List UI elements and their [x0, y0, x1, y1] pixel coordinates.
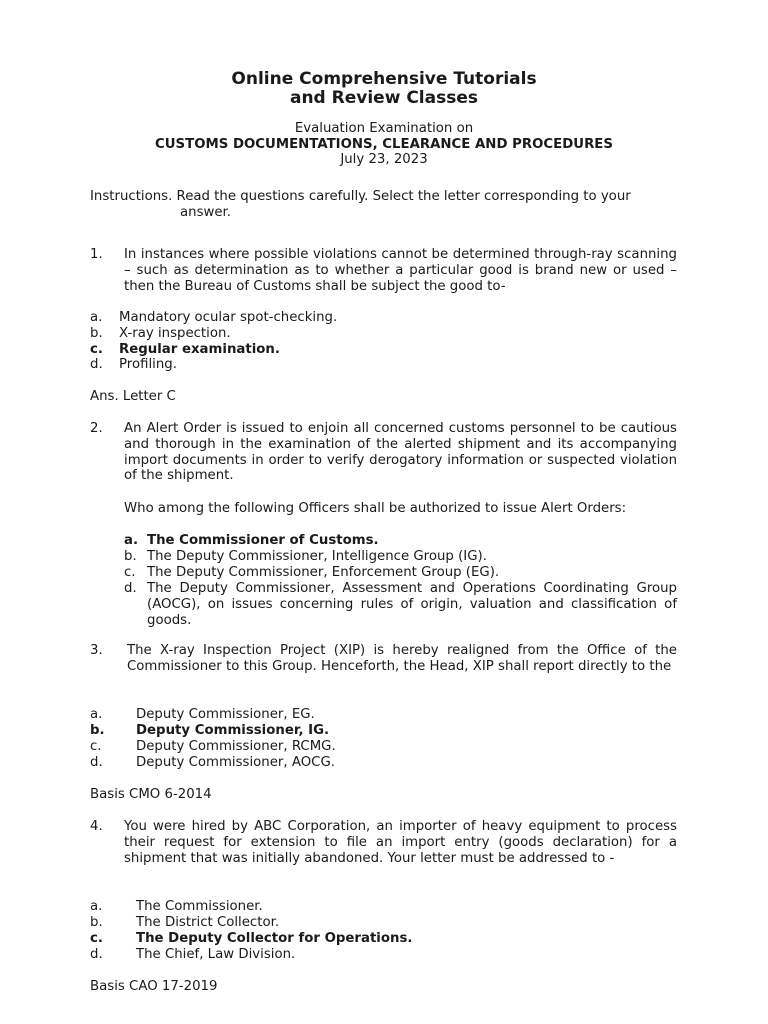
page-title-line2: and Review Classes — [289, 88, 478, 108]
q4-option-d: The Chief, Law Division. — [136, 947, 296, 962]
q1-option-a-letter: a. — [90, 310, 103, 325]
q3-text: The X-ray Inspection Project (XIP) is hereby realigned from the Office of the Commissioner to this Group. Henceforth, the Head, XIP shall report directly to the — [127, 643, 677, 674]
q2-option-a: The Commissioner of Customs. — [147, 533, 379, 548]
q3-option-c-letter: c. — [90, 739, 102, 754]
q3-option-a-letter: a. — [90, 707, 103, 722]
q4-option-a-letter: a. — [90, 899, 103, 914]
q3-option-b: Deputy Commissioner, IG. — [136, 723, 330, 738]
exam-date: July 23, 2023 — [340, 152, 428, 167]
q1-option-d-letter: d. — [90, 357, 103, 372]
q1-option-c: Regular examination. — [119, 342, 280, 357]
q2-option-c-letter: c. — [124, 565, 136, 580]
q1-option-a: Mandatory ocular spot-checking. — [119, 310, 338, 325]
q4-number: 4. — [90, 819, 103, 834]
q1-option-c-letter: c. — [90, 342, 103, 357]
course-title: CUSTOMS DOCUMENTATIONS, CLEARANCE AND PROCEDURES — [155, 137, 613, 152]
q2-text: An Alert Order is issued to enjoin all concerned customs personnel to be cautious and thorough in the examination of the alerted shipment and its accompanying import documents in order to verify derogatory information or suspected violation of the shipment. — [124, 421, 677, 484]
exam-subtitle: Evaluation Examination on — [294, 121, 474, 136]
q2-option-a-letter: a. — [124, 533, 139, 548]
q1-answer: Ans. Letter C — [90, 389, 176, 404]
q2-option-c: The Deputy Commissioner, Enforcement Group (EG). — [147, 565, 500, 580]
q4-option-b-letter: b. — [90, 915, 103, 930]
q2-option-b-letter: b. — [124, 549, 137, 564]
instructions-line1: Instructions. Read the questions carefully. Select the letter corresponding to your — [90, 189, 631, 204]
q3-option-d-letter: d. — [90, 755, 103, 770]
page-title-line1: Online Comprehensive Tutorials — [231, 69, 537, 89]
q1-text: In instances where possible violations cannot be determined through-ray scanning – such as determination as to whether a particular good is brand new or used – then the Bureau of Customs shall be subject the good to- — [124, 247, 677, 294]
instructions-line2: answer. — [180, 205, 232, 220]
q3-option-d: Deputy Commissioner, AOCG. — [136, 755, 335, 770]
q3-basis: Basis CMO 6-2014 — [90, 787, 212, 802]
q2-option-d-letter: d. — [124, 581, 137, 596]
q4-option-c-letter: c. — [90, 931, 103, 946]
q2-option-b: The Deputy Commissioner, Intelligence Group (IG). — [147, 549, 487, 564]
q4-option-a: The Commissioner. — [136, 899, 263, 914]
q1-number: 1. — [90, 247, 103, 262]
q2-prompt: Who among the following Officers shall be authorized to issue Alert Orders: — [124, 501, 627, 516]
q2-number: 2. — [90, 421, 103, 436]
q1-option-d: Profiling. — [119, 357, 177, 372]
q4-text: You were hired by ABC Corporation, an importer of heavy equipment to process their request for extension to file an import entry (goods declaration) for a shipment that was initially abandoned. Your letter must be addressed to - — [124, 819, 677, 866]
q4-option-d-letter: d. — [90, 947, 103, 962]
q1-option-b: X-ray inspection. — [119, 326, 231, 341]
q1-option-b-letter: b. — [90, 326, 103, 341]
q4-option-c: The Deputy Collector for Operations. — [136, 931, 413, 946]
q2-option-d: The Deputy Commissioner, Assessment and Operations Coordinating Group (AOCG), on issues concerning rules of origin, valuation and classification of goods. — [147, 581, 677, 628]
q3-option-a: Deputy Commissioner, EG. — [136, 707, 315, 722]
q3-option-c: Deputy Commissioner, RCMG. — [136, 739, 336, 754]
q4-basis: Basis CAO 17-2019 — [90, 979, 218, 994]
q4-option-b: The District Collector. — [136, 915, 280, 930]
q3-number: 3. — [90, 643, 103, 658]
q3-option-b-letter: b. — [90, 723, 105, 738]
